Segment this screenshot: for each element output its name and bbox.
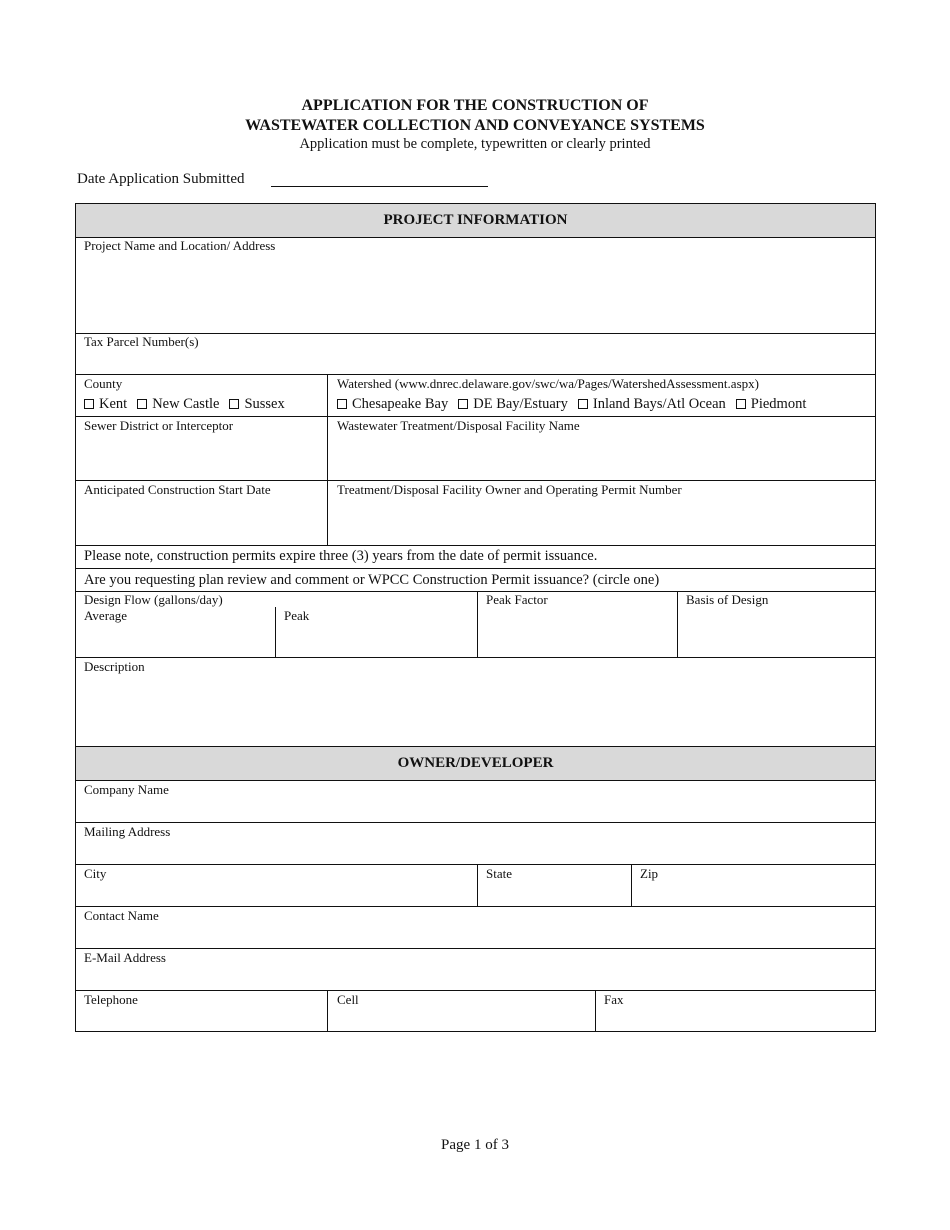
contact-name-label: Contact Name xyxy=(84,908,159,923)
start-date-label: Anticipated Construction Start Date xyxy=(84,482,271,497)
watershed-option-de-bay[interactable]: DE Bay/Estuary xyxy=(458,395,568,413)
row-divider xyxy=(75,545,876,546)
county-option-kent[interactable]: Kent xyxy=(84,395,127,413)
review-question: Are you requesting plan review and comment or WPCC Construction Permit issuance? (circle one) xyxy=(84,572,660,588)
checkbox-icon[interactable] xyxy=(84,399,94,409)
date-submitted-label: Date Application Submitted xyxy=(77,171,245,187)
zip-label: Zip xyxy=(640,866,659,881)
column-divider xyxy=(677,591,678,657)
project-info-heading: PROJECT INFORMATION xyxy=(383,212,568,228)
city-label: City xyxy=(84,866,107,881)
email-address-label: E-Mail Address xyxy=(84,950,166,965)
state-label: State xyxy=(486,866,512,881)
row-divider xyxy=(75,374,876,375)
mailing-address-label: Mailing Address xyxy=(84,824,171,839)
watershed-option-inland-bays[interactable]: Inland Bays/Atl Ocean xyxy=(578,395,726,413)
county-label: County xyxy=(84,376,123,391)
company-name-label: Company Name xyxy=(84,782,169,797)
county-option-new-castle[interactable]: New Castle xyxy=(137,395,219,413)
checkbox-icon[interactable] xyxy=(736,399,746,409)
watershed-options xyxy=(337,395,816,413)
owner-permit-label: Treatment/Disposal Facility Owner and Operating Permit Number xyxy=(337,482,682,497)
column-divider xyxy=(327,374,328,545)
sewer-district-label: Sewer District or Interceptor xyxy=(84,418,234,433)
fax-label: Fax xyxy=(604,992,624,1007)
checkbox-icon[interactable] xyxy=(137,399,147,409)
facility-name-label: Wastewater Treatment/Disposal Facility Name xyxy=(337,418,580,433)
row-divider xyxy=(75,864,876,865)
watershed-option-piedmont[interactable]: Piedmont xyxy=(736,395,807,413)
form-title-line2: WASTEWATER COLLECTION AND CONVEYANCE SYSTEMS xyxy=(245,117,705,134)
column-divider xyxy=(327,990,328,1032)
checkbox-icon[interactable] xyxy=(229,399,239,409)
column-divider xyxy=(275,607,276,657)
tax-parcel-label: Tax Parcel Number(s) xyxy=(84,334,199,349)
row-divider xyxy=(75,948,876,949)
row-divider xyxy=(75,568,876,569)
row-divider xyxy=(75,780,876,781)
application-form-table xyxy=(75,203,876,1032)
owner-developer-heading: OWNER/DEVELOPER xyxy=(397,755,554,771)
watershed-label: Watershed (www.dnrec.delaware.gov/swc/wa/Pages/WatershedAssessment.aspx) xyxy=(337,376,759,391)
column-divider xyxy=(631,864,632,906)
cell-label: Cell xyxy=(337,992,359,1007)
column-divider xyxy=(477,591,478,657)
peak-flow-label: Peak xyxy=(284,608,310,623)
page-number: Page 1 of 3 xyxy=(441,1137,509,1153)
peak-factor-label: Peak Factor xyxy=(486,592,548,607)
checkbox-icon[interactable] xyxy=(458,399,468,409)
telephone-label: Telephone xyxy=(84,992,138,1007)
row-divider xyxy=(75,906,876,907)
row-divider xyxy=(75,416,876,417)
row-divider xyxy=(75,822,876,823)
checkbox-icon[interactable] xyxy=(337,399,347,409)
description-label: Description xyxy=(84,659,145,674)
row-divider xyxy=(75,657,876,658)
form-title-line1: APPLICATION FOR THE CONSTRUCTION OF xyxy=(301,97,649,114)
row-divider xyxy=(75,480,876,481)
basis-of-design-label: Basis of Design xyxy=(686,592,769,607)
county-option-sussex[interactable]: Sussex xyxy=(229,395,284,413)
project-name-location-label: Project Name and Location/ Address xyxy=(84,238,276,253)
row-divider xyxy=(75,746,876,747)
checkbox-icon[interactable] xyxy=(578,399,588,409)
date-submitted-field[interactable] xyxy=(271,186,488,187)
design-flow-label: Design Flow (gallons/day) xyxy=(84,592,223,607)
form-subtitle: Application must be complete, typewritten or clearly printed xyxy=(299,136,651,152)
watershed-option-chesapeake[interactable]: Chesapeake Bay xyxy=(337,395,448,413)
column-divider xyxy=(477,864,478,906)
row-divider xyxy=(75,990,876,991)
column-divider xyxy=(595,990,596,1032)
county-options xyxy=(84,395,295,413)
permit-expiry-note: Please note, construction permits expire three (3) years from the date of permit issuance. xyxy=(84,548,598,564)
average-flow-label: Average xyxy=(84,608,128,623)
